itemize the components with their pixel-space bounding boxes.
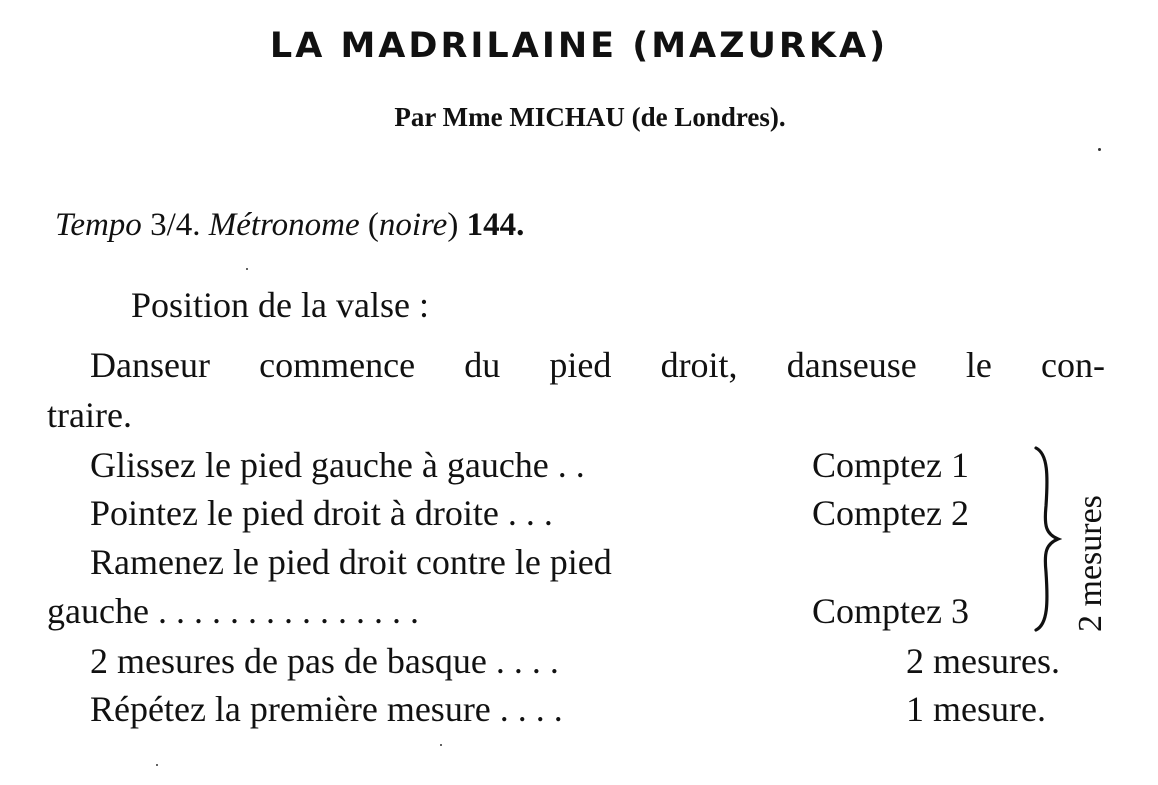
position-line: Position de la valse : <box>131 285 429 325</box>
metronome-value: 144. <box>466 207 525 243</box>
step-1 <box>90 444 585 486</box>
step-text: gauche <box>47 591 149 631</box>
open-paren: ( <box>367 207 379 243</box>
leader-dots: . . <box>557 445 585 485</box>
author-line: Par Mme MICHAU (de Londres). <box>394 102 786 132</box>
leader-dots: . . . . . . . . . . . . . . . <box>157 591 419 631</box>
extra-2-count: 1 mesure. <box>906 689 1046 729</box>
page-title: LA MADRILAINE (MAZURKA) <box>269 26 889 66</box>
tempo-line <box>55 207 524 244</box>
leader-dots: . . . <box>507 493 553 533</box>
extra-2 <box>90 688 563 730</box>
close-paren: ) <box>447 207 459 243</box>
print-speck <box>1098 148 1101 151</box>
print-speck <box>440 744 442 746</box>
intro-line-2: traire. <box>47 395 132 435</box>
group-measure-label: 2 mesures <box>1072 495 1109 632</box>
print-speck <box>156 764 158 766</box>
right-brace <box>1032 446 1062 632</box>
print-speck <box>246 268 248 270</box>
step-2-count: Comptez 2 <box>812 493 969 533</box>
tempo-label: Tempo <box>55 207 142 243</box>
extra-text: 2 mesures de pas de basque <box>90 641 487 681</box>
step-1-count: Comptez 1 <box>812 445 969 485</box>
step-2 <box>90 492 553 534</box>
metronome-label: Métronome <box>208 207 360 243</box>
extra-1 <box>90 640 559 682</box>
extra-text: Répétez la première mesure <box>90 689 491 729</box>
step-3-line-1 <box>90 541 612 583</box>
note-value: noire <box>378 207 448 243</box>
leader-dots: . . . . <box>495 641 559 681</box>
step-3-line-2 <box>47 590 419 632</box>
intro-line-1: Danseur commence du pied droit, danseuse le con- <box>90 345 1105 385</box>
step-3-count: Comptez 3 <box>812 591 969 631</box>
step-text: Glissez le pied gauche à gauche <box>90 445 549 485</box>
leader-dots: . . . . <box>499 689 563 729</box>
time-signature: 3/4. <box>150 207 201 243</box>
extra-1-count: 2 mesures. <box>906 641 1060 681</box>
step-text: Ramenez le pied droit contre le pied <box>90 542 612 582</box>
step-text: Pointez le pied droit à droite <box>90 493 499 533</box>
